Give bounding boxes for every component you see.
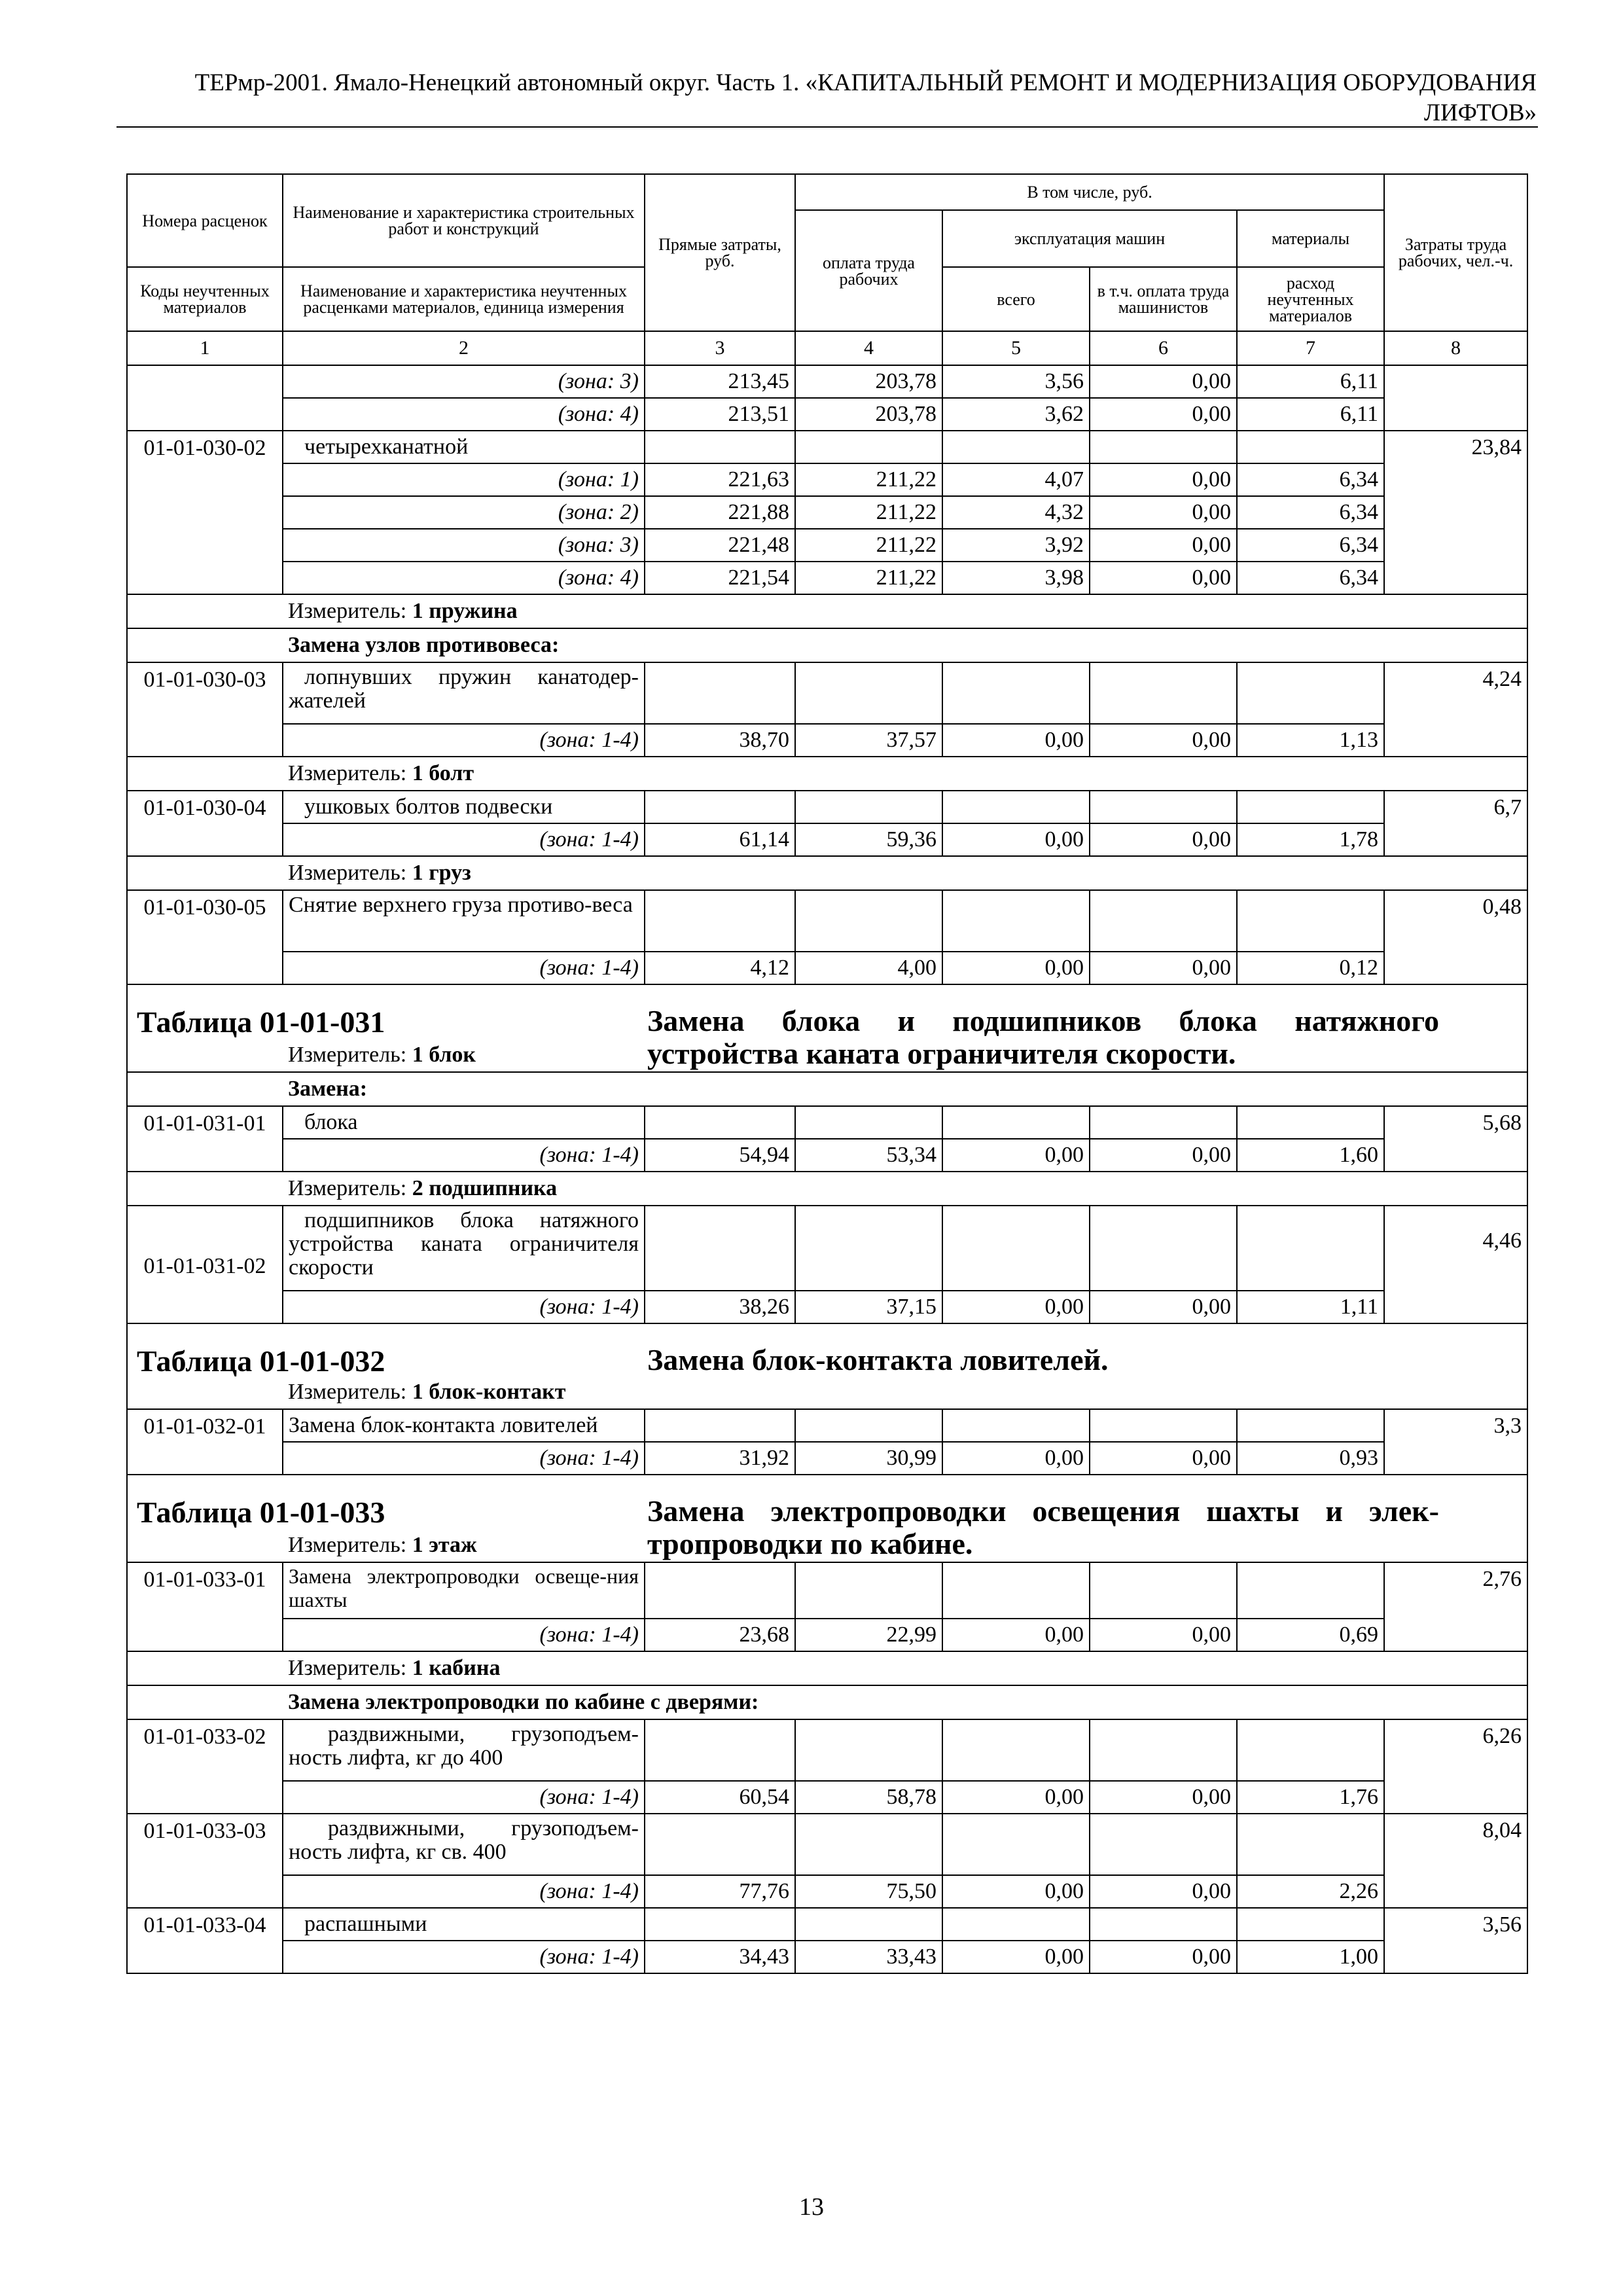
table-cell xyxy=(645,1908,795,1941)
table-cell xyxy=(127,856,1527,890)
table-cell: 6,26 xyxy=(1384,1719,1527,1814)
col-number: 2 xyxy=(283,331,645,365)
table-cell: (зона: 1-4) xyxy=(283,1291,645,1323)
table-cell: 3,62 xyxy=(942,398,1090,431)
measure-text: 2 подшипника xyxy=(412,1176,558,1200)
table-cell xyxy=(127,365,283,431)
table-cell xyxy=(1090,1719,1237,1781)
table-row xyxy=(127,1814,1527,1875)
table-cell xyxy=(1090,1106,1237,1139)
table-row xyxy=(127,890,1527,952)
measure-text: Измеритель: xyxy=(288,761,407,785)
table-cell: 203,78 xyxy=(795,398,942,431)
table-cell: 01-01-032-01 xyxy=(127,1409,283,1475)
measure-row xyxy=(127,1651,1527,1685)
table-cell: раздвижными, грузоподъем-ность лифта, кг св. 400 xyxy=(283,1814,645,1875)
table-number: Таблица 01-01-032 xyxy=(137,1344,385,1378)
table-cell xyxy=(127,1323,1527,1409)
table-cell xyxy=(1237,1814,1384,1875)
table-cell: 0,00 xyxy=(942,724,1090,757)
head-name2: Наименование и характеристика неучтенных расценками материалов, единица измерения xyxy=(283,267,645,331)
page-header: ТЕРмр-2001. Ямало-Ненецкий автономный округ. Часть 1. «КАПИТАЛЬНЫЙ РЕМОНТ И МОДЕРНИЗАЦИЯ ОБОРУДОВАНИЯ ЛИФТОВ» xyxy=(194,69,1537,126)
table-number: Таблица 01-01-033 xyxy=(137,1496,385,1529)
table-cell xyxy=(795,1719,942,1781)
table-cell: 38,26 xyxy=(645,1291,795,1323)
table-cell: лопнувших пружин канатодер-жателей xyxy=(283,662,645,724)
table-cell xyxy=(1090,1562,1237,1619)
table-row xyxy=(127,1562,1527,1619)
table-cell xyxy=(1237,1562,1384,1619)
table-cell: 0,00 xyxy=(1090,724,1237,757)
table-cell: 38,70 xyxy=(645,724,795,757)
table-cell: 0,00 xyxy=(942,1781,1090,1814)
rate-name: четырехканатной xyxy=(283,431,645,463)
table-cell: 211,22 xyxy=(795,529,942,562)
table-cell: ушковых болтов подвески xyxy=(283,791,645,823)
table-cell: 0,00 xyxy=(1090,1875,1237,1908)
table-cell: 37,57 xyxy=(795,724,942,757)
table-row xyxy=(127,1106,1527,1139)
col-number: 4 xyxy=(795,331,942,365)
table-cell: 0,00 xyxy=(942,952,1090,984)
table-cell xyxy=(1237,1908,1384,1941)
table-row xyxy=(127,1719,1527,1781)
table-row xyxy=(127,952,1527,984)
table-cell: 0,00 xyxy=(942,1941,1090,1973)
page-number: 13 xyxy=(799,2193,824,2221)
head-machines: эксплуатация машин xyxy=(942,210,1237,267)
section-row xyxy=(127,628,1527,662)
table-cell xyxy=(1237,1719,1384,1781)
head-incl: В том числе, руб. xyxy=(795,174,1384,210)
table-cell xyxy=(795,791,942,823)
table-cell: 31,92 xyxy=(645,1442,795,1475)
table-cell: 0,00 xyxy=(1090,1442,1237,1475)
table-cell: 1,13 xyxy=(1237,724,1384,757)
table-cell: (зона: 1-4) xyxy=(283,1442,645,1475)
table-cell: 0,00 xyxy=(1090,823,1237,856)
table-cell: 01-01-030-05 xyxy=(127,890,283,984)
table-cell: 3,56 xyxy=(942,365,1090,398)
table-cell: 6,7 xyxy=(1384,791,1527,856)
table-cell xyxy=(942,890,1090,952)
table-row xyxy=(127,365,1527,398)
table-row xyxy=(127,1139,1527,1172)
table-cell: 221,88 xyxy=(645,496,795,529)
table-cell xyxy=(127,757,1527,791)
table-cell xyxy=(795,1814,942,1875)
table-cell: 0,93 xyxy=(1237,1442,1384,1475)
table-row xyxy=(127,1409,1527,1442)
table-cell xyxy=(942,1409,1090,1442)
table-cell xyxy=(645,1562,795,1619)
table-cell: 34,43 xyxy=(645,1941,795,1973)
table-cell xyxy=(645,1409,795,1442)
table-cell xyxy=(942,791,1090,823)
table-cell: 2,76 xyxy=(1384,1562,1527,1651)
table-cell xyxy=(942,1106,1090,1139)
table-cell: 61,14 xyxy=(645,823,795,856)
measure-text: Измеритель: xyxy=(288,1176,407,1200)
table-cell: 60,54 xyxy=(645,1781,795,1814)
table-number: Таблица 01-01-031 xyxy=(137,1005,385,1039)
table-row xyxy=(127,823,1527,856)
table-cell xyxy=(1237,1409,1384,1442)
table-cell: 0,00 xyxy=(1090,1139,1237,1172)
table-cell: 01-01-031-01 xyxy=(127,1106,283,1172)
table-cell xyxy=(795,1908,942,1941)
table-cell: 221,63 xyxy=(645,463,795,496)
section-row xyxy=(127,1685,1527,1719)
table-cell: 0,00 xyxy=(942,1291,1090,1323)
table-cell xyxy=(795,1409,942,1442)
measure-text: Измеритель: xyxy=(288,1533,407,1557)
table-cell: (зона: 4) xyxy=(283,398,645,431)
table-row xyxy=(127,463,1527,496)
col-number: 3 xyxy=(645,331,795,365)
table-cell xyxy=(127,1651,1527,1685)
table-cell: 58,78 xyxy=(795,1781,942,1814)
table-cell xyxy=(1237,890,1384,952)
table-cell: 0,00 xyxy=(942,1442,1090,1475)
table-cell xyxy=(645,1106,795,1139)
table-cell: 01-01-033-03 xyxy=(127,1814,283,1908)
table-cell xyxy=(942,1814,1090,1875)
col-number: 7 xyxy=(1237,331,1384,365)
table-cell: 4,32 xyxy=(942,496,1090,529)
table-cell: (зона: 1-4) xyxy=(283,1781,645,1814)
table-cell: распашными xyxy=(283,1908,645,1941)
table-row xyxy=(127,1908,1527,1941)
table-cell: (зона: 2) xyxy=(283,496,645,529)
table-cell: 8,04 xyxy=(1384,1814,1527,1908)
head-materials: материалы xyxy=(1237,210,1384,267)
table-row xyxy=(127,1619,1527,1651)
table-cell: (зона: 1-4) xyxy=(283,1875,645,1908)
table-cell: 4,12 xyxy=(645,952,795,984)
head-total: всего xyxy=(942,267,1090,331)
table-cell: 1,00 xyxy=(1237,1941,1384,1973)
table-cell xyxy=(795,890,942,952)
measure-text: 1 этаж xyxy=(412,1533,477,1557)
table-cell: 01-01-033-04 xyxy=(127,1908,283,1973)
table-cell: 6,34 xyxy=(1237,496,1384,529)
table-cell xyxy=(1237,662,1384,724)
table-cell: 4,07 xyxy=(942,463,1090,496)
rates-table xyxy=(126,173,1528,1974)
table-cell: подшипников блока натяжного устройства каната ограничителя скорости xyxy=(283,1206,645,1291)
table-cell xyxy=(795,1206,942,1291)
measure-row xyxy=(127,757,1527,791)
table-row xyxy=(127,431,1527,463)
table-cell xyxy=(645,431,795,463)
table-cell: 6,34 xyxy=(1237,562,1384,594)
table-cell: 3,3 xyxy=(1384,1409,1527,1475)
table-row xyxy=(127,1206,1527,1291)
table-cell xyxy=(645,662,795,724)
table-cell: 0,00 xyxy=(942,1875,1090,1908)
table-cell: 37,15 xyxy=(795,1291,942,1323)
table-cell: 0,00 xyxy=(942,1139,1090,1172)
table-cell xyxy=(795,431,942,463)
table-cell: 33,43 xyxy=(795,1941,942,1973)
table-cell xyxy=(645,1719,795,1781)
table-cell: 5,68 xyxy=(1384,1106,1527,1172)
table-cell xyxy=(1090,662,1237,724)
table-cell xyxy=(1237,791,1384,823)
table-cell: (зона: 3) xyxy=(283,529,645,562)
measure-text: Измеритель: xyxy=(288,1656,407,1680)
table-cell xyxy=(942,1719,1090,1781)
table-cell: 0,00 xyxy=(1090,398,1237,431)
measure-text: Измеритель: xyxy=(288,599,407,623)
table-row xyxy=(127,1875,1527,1908)
table-cell: 01-01-030-03 xyxy=(127,662,283,757)
measure-text: 1 пружина xyxy=(412,599,518,623)
table-row xyxy=(127,1442,1527,1475)
table-cell: 4,46 xyxy=(1384,1206,1527,1323)
table-cell xyxy=(1237,431,1384,463)
head-direct: Прямые затраты, руб. xyxy=(645,174,795,331)
table-cell: 0,00 xyxy=(1090,496,1237,529)
table-cell: 0,00 xyxy=(1090,529,1237,562)
table-title-row xyxy=(127,1323,1527,1409)
head-codes: Коды неучтенных материалов xyxy=(127,267,283,331)
head-name: Наименование и характеристика строительных работ и конструкций xyxy=(283,174,645,267)
table-cell xyxy=(1090,890,1237,952)
table-title-row xyxy=(127,984,1527,1072)
table-cell: 221,54 xyxy=(645,562,795,594)
table-cell: 6,11 xyxy=(1237,398,1384,431)
table-cell: Замена электропроводки освеще-ния шахты xyxy=(283,1562,645,1619)
table-cell: (зона: 3) xyxy=(283,365,645,398)
table-cell: 6,34 xyxy=(1237,463,1384,496)
rate-code: 01-01-030-02 xyxy=(127,431,283,594)
measure-row xyxy=(127,856,1527,890)
table-cell: Замена: xyxy=(127,1072,1527,1106)
measure-text: 1 блок-контакт xyxy=(412,1380,566,1404)
head-materials-use: расход неучтенных материалов xyxy=(1237,267,1384,331)
labor-cost: 23,84 xyxy=(1384,431,1527,594)
table-cell xyxy=(127,1172,1527,1206)
table-cell: 0,00 xyxy=(1090,1291,1237,1323)
table-cell: Замена электропроводки по кабине с дверями: xyxy=(127,1685,1527,1719)
table-cell: (зона: 1-4) xyxy=(283,823,645,856)
table-cell: Замена узлов противовеса: xyxy=(127,628,1527,662)
table-cell: 0,48 xyxy=(1384,890,1527,984)
table-cell: 211,22 xyxy=(795,463,942,496)
table-cell xyxy=(645,1814,795,1875)
table-cell xyxy=(645,791,795,823)
table-cell: 0,00 xyxy=(1090,1781,1237,1814)
table-cell xyxy=(1090,431,1237,463)
table-cell: 0,00 xyxy=(1090,952,1237,984)
section-row xyxy=(127,1072,1527,1106)
table-row xyxy=(127,791,1527,823)
table-cell: 1,60 xyxy=(1237,1139,1384,1172)
table-cell: 53,34 xyxy=(795,1139,942,1172)
table-cell: 211,22 xyxy=(795,496,942,529)
measure-row xyxy=(127,594,1527,628)
measure-text xyxy=(128,1376,1527,1408)
table-cell: (зона: 1) xyxy=(283,463,645,496)
table-cell xyxy=(1090,1908,1237,1941)
col-number: 6 xyxy=(1090,331,1237,365)
table-cell xyxy=(942,1908,1090,1941)
table-cell: 221,48 xyxy=(645,529,795,562)
table-cell: 01-01-030-04 xyxy=(127,791,283,856)
table-cell: 1,76 xyxy=(1237,1781,1384,1814)
table-cell xyxy=(1384,365,1527,431)
table-cell: 59,36 xyxy=(795,823,942,856)
table-cell: 3,92 xyxy=(942,529,1090,562)
table-cell: Замена блок-контакта ловителей xyxy=(283,1409,645,1442)
table-cell: (зона: 1-4) xyxy=(283,1619,645,1651)
table-cell: 30,99 xyxy=(795,1442,942,1475)
table-cell xyxy=(645,1206,795,1291)
measure-text: Измеритель: xyxy=(288,1043,407,1067)
table-cell: (зона: 1-4) xyxy=(283,724,645,757)
table-cell: 0,00 xyxy=(1090,1941,1237,1973)
table-row xyxy=(127,398,1527,431)
table-cell: 213,51 xyxy=(645,398,795,431)
table-cell: 6,34 xyxy=(1237,529,1384,562)
table-cell: (зона: 1-4) xyxy=(283,1139,645,1172)
table-cell: 0,00 xyxy=(1090,463,1237,496)
table-cell: 01-01-033-02 xyxy=(127,1719,283,1814)
table-cell: 75,50 xyxy=(795,1875,942,1908)
measure-text: 1 груз xyxy=(412,861,471,885)
table-row xyxy=(127,662,1527,724)
table-cell: 3,98 xyxy=(942,562,1090,594)
table-cell xyxy=(795,1106,942,1139)
table-cell: 4,24 xyxy=(1384,662,1527,757)
table-row xyxy=(127,1941,1527,1973)
table-cell xyxy=(1090,1409,1237,1442)
table-cell: 211,22 xyxy=(795,562,942,594)
head-labor: Затраты труда рабочих, чел.-ч. xyxy=(1384,174,1527,331)
table-cell: 54,94 xyxy=(645,1139,795,1172)
measure-text: Измеритель: xyxy=(288,1380,407,1404)
table-cell: 2,26 xyxy=(1237,1875,1384,1908)
measure-text: Измеритель: xyxy=(288,861,407,885)
table-cell: 1,11 xyxy=(1237,1291,1384,1323)
table-cell xyxy=(127,594,1527,628)
head-labor-pay: оплата труда рабочих xyxy=(795,210,942,331)
table-cell: 4,00 xyxy=(795,952,942,984)
table-cell: 0,00 xyxy=(942,823,1090,856)
table-cell: 22,99 xyxy=(795,1619,942,1651)
table-cell xyxy=(942,662,1090,724)
table-row xyxy=(127,1781,1527,1814)
table-cell: 0,12 xyxy=(1237,952,1384,984)
table-cell: 77,76 xyxy=(645,1875,795,1908)
table-cell: блока xyxy=(283,1106,645,1139)
table-cell: 1,78 xyxy=(1237,823,1384,856)
table-row xyxy=(127,562,1527,594)
table-cell: (зона: 4) xyxy=(283,562,645,594)
table-cell: 0,00 xyxy=(942,1619,1090,1651)
table-title: Замена электропроводки освещения шахты и элек-тропроводки по кабине. xyxy=(647,1494,1439,1560)
table-cell: 203,78 xyxy=(795,365,942,398)
table-cell xyxy=(1237,1206,1384,1291)
table-cell xyxy=(942,1562,1090,1619)
table-cell xyxy=(1237,1106,1384,1139)
table-cell: 6,11 xyxy=(1237,365,1384,398)
table-row xyxy=(127,496,1527,529)
col-number: 8 xyxy=(1384,331,1527,365)
table-cell: 01-01-033-01 xyxy=(127,1562,283,1651)
table-cell: раздвижными, грузоподъем-ность лифта, кг до 400 xyxy=(283,1719,645,1781)
table-cell xyxy=(645,890,795,952)
table-cell xyxy=(795,662,942,724)
table-cell xyxy=(1090,1206,1237,1291)
table-cell xyxy=(942,1206,1090,1291)
col-number: 5 xyxy=(942,331,1090,365)
table-cell xyxy=(795,1562,942,1619)
table-cell: 0,00 xyxy=(1090,1619,1237,1651)
head-incl-machinists: в т.ч. оплата труда машинистов xyxy=(1090,267,1237,331)
table-cell xyxy=(127,984,1527,1072)
measure-row xyxy=(127,1172,1527,1206)
table-cell: 0,00 xyxy=(1090,365,1237,398)
table-cell xyxy=(1090,791,1237,823)
table-title-row xyxy=(127,1475,1527,1562)
table-cell: 0,00 xyxy=(1090,562,1237,594)
measure-text: 1 кабина xyxy=(412,1656,501,1680)
table-cell: 0,69 xyxy=(1237,1619,1384,1651)
table-row xyxy=(127,724,1527,757)
measure-text: 1 болт xyxy=(412,761,474,785)
table-cell xyxy=(1090,1814,1237,1875)
header-rule xyxy=(116,126,1538,128)
table-row xyxy=(127,529,1527,562)
table-cell: (зона: 1-4) xyxy=(283,952,645,984)
table-title: Замена блока и подшипников блока натяжного устройства каната ограничителя скорости. xyxy=(647,1004,1439,1070)
table-cell: 23,68 xyxy=(645,1619,795,1651)
table-cell: 213,45 xyxy=(645,365,795,398)
table-row xyxy=(127,1291,1527,1323)
table-cell: 3,56 xyxy=(1384,1908,1527,1973)
table-cell xyxy=(942,431,1090,463)
col-number: 1 xyxy=(127,331,283,365)
table-cell: Снятие верхнего груза противо-веса xyxy=(283,890,645,952)
table-title: Замена блок-контакта ловителей. xyxy=(647,1343,1109,1376)
table-cell: 01-01-031-02 xyxy=(127,1206,283,1323)
table-cell xyxy=(127,1475,1527,1562)
head-numbers: Номера расценок xyxy=(127,174,283,267)
table-cell: (зона: 1-4) xyxy=(283,1941,645,1973)
measure-text: 1 блок xyxy=(412,1043,476,1067)
